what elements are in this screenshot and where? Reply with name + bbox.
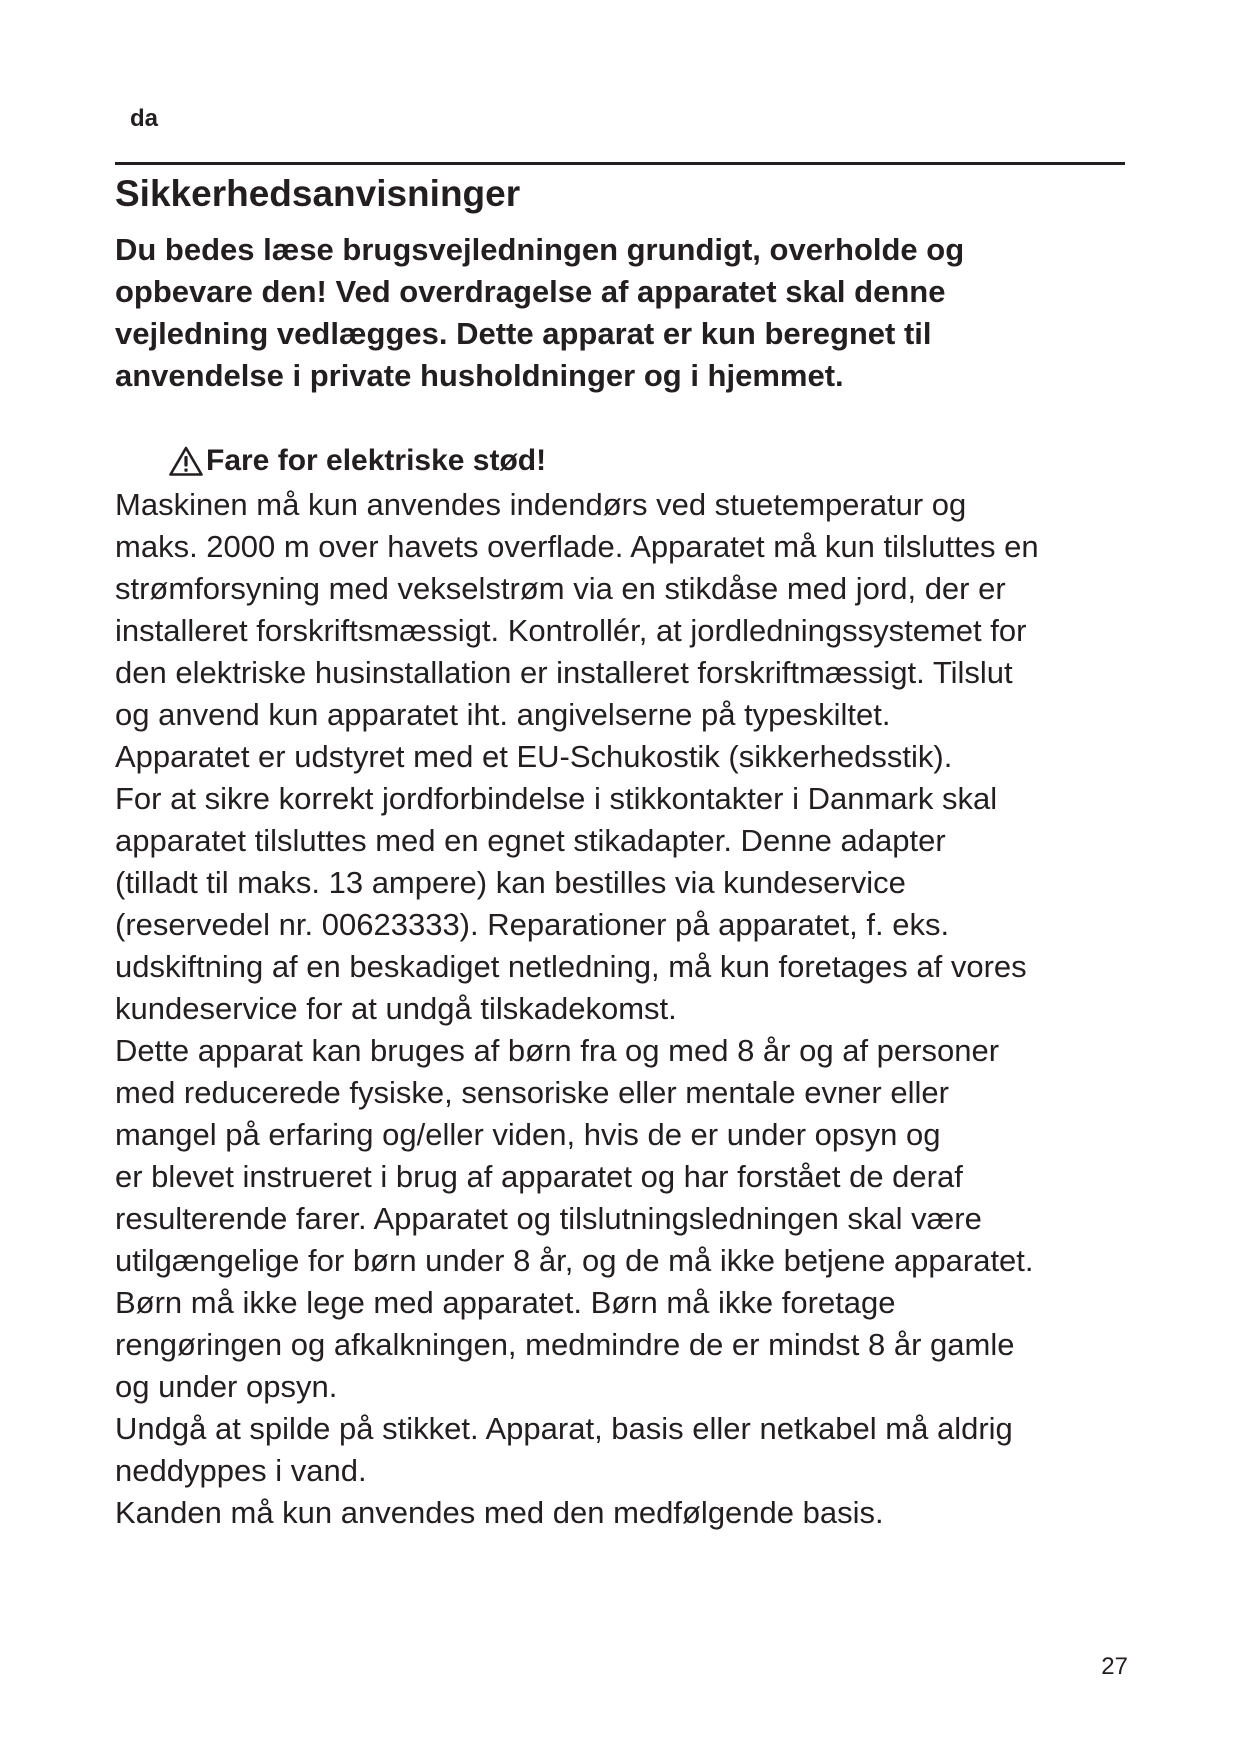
intro-line: Du bedes læse brugsvejledningen grundigt, overholde og	[115, 232, 965, 267]
body-line: og under opsyn.	[115, 1369, 338, 1404]
warning-heading: Fare for elektriske stød!	[206, 444, 547, 477]
body-line: For at sikre korrekt jordforbindelse i stikkontakter i Danmark skal	[115, 781, 998, 816]
electric-shock-warning	[168, 441, 546, 481]
warning-triangle-icon	[168, 445, 204, 477]
body-line: resulterende farer. Apparatet og tilslutningsledningen skal være	[115, 1201, 982, 1236]
body-line: installeret forskriftsmæssigt. Kontrollér, at jordledningssystemet for	[115, 613, 1027, 648]
header-divider	[115, 162, 1125, 165]
body-line: Undgå at spilde på stikket. Apparat, basis eller netkabel må aldrig	[115, 1411, 1013, 1446]
language-code: da	[130, 105, 159, 132]
body-line: Dette apparat kan bruges af børn fra og med 8 år og af personer	[115, 1033, 1000, 1068]
body-line: Børn må ikke lege med apparatet. Børn må ikke foretage	[115, 1285, 896, 1320]
body-line: Kanden må kun anvendes med den medfølgende basis.	[115, 1495, 884, 1530]
body-line: maks. 2000 m over havets overflade. Apparatet må kun tilsluttes en	[115, 529, 1039, 564]
body-line: strømforsyning med vekselstrøm via en stikdåse med jord, der er	[115, 571, 1006, 606]
body-line: Maskinen må kun anvendes indendørs ved stuetemperatur og	[115, 487, 967, 522]
body-line: Apparatet er udstyret med et EU-Schukostik (sikkerhedsstik).	[115, 739, 953, 774]
body-line: med reducerede fysiske, sensoriske eller mentale evner eller	[115, 1075, 949, 1110]
body-line: udskiftning af en beskadiget netledning, må kun foretages af vores	[115, 949, 1027, 984]
body-line: kundeservice for at undgå tilskadekomst.	[115, 991, 677, 1026]
body-line: rengøringen og afkalkningen, medmindre de er mindst 8 år gamle	[115, 1327, 1015, 1362]
intro-line: vejledning vedlægges. Dette apparat er kun beregnet til	[115, 316, 932, 351]
body-line: mangel på erfaring og/eller viden, hvis de er under opsyn og	[115, 1117, 941, 1152]
body-line: neddyppes i vand.	[115, 1453, 367, 1488]
body-line: apparatet tilsluttes med en egnet stikadapter. Denne adapter	[115, 823, 946, 858]
safety-body-text	[115, 484, 1135, 1534]
page-number: 27	[1101, 1653, 1128, 1680]
intro-line: opbevare den! Ved overdragelse af apparatet skal denne	[115, 274, 946, 309]
intro-paragraph	[115, 229, 1125, 397]
body-line: er blevet instrueret i brug af apparatet og har forstået de deraf	[115, 1159, 963, 1194]
page-title: Sikkerhedsanvisninger	[115, 173, 521, 214]
intro-line: anvendelse i private husholdninger og i hjemmet.	[115, 358, 844, 393]
body-line: (tilladt til maks. 13 ampere) kan bestilles via kundeservice	[115, 865, 906, 900]
body-line: (reservedel nr. 00623333). Reparationer på apparatet, f. eks.	[115, 907, 950, 942]
body-line: og anvend kun apparatet iht. angivelserne på typeskiltet.	[115, 697, 891, 732]
body-line: den elektriske husinstallation er installeret forskriftmæssigt. Tilslut	[115, 655, 1013, 690]
body-line: utilgængelige for børn under 8 år, og de må ikke betjene apparatet.	[115, 1243, 1034, 1278]
